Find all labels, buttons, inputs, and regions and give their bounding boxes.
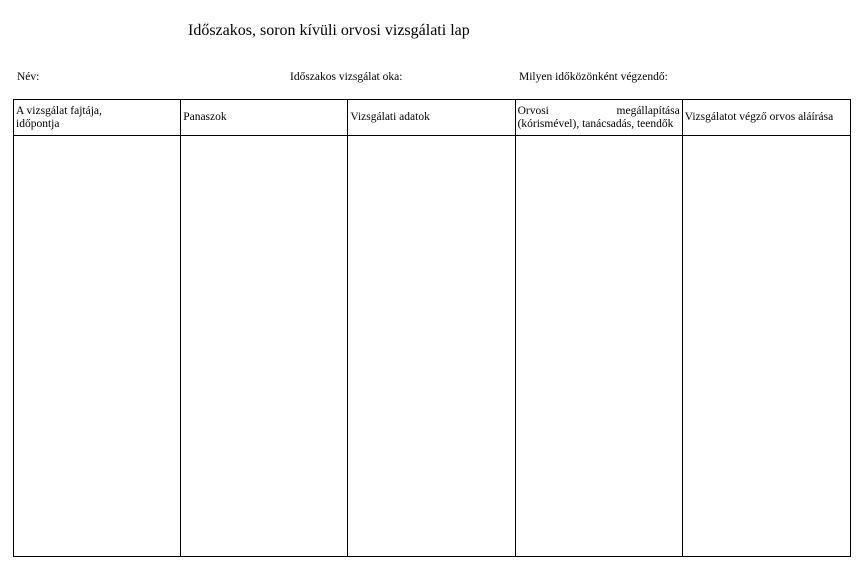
cell-exam-type[interactable] [14,136,181,557]
cell-exam-data[interactable] [348,136,515,557]
exam-record-table [13,99,851,557]
header-complaints: Panaszok [181,100,348,136]
header-exam-data: Vizsgálati adatok [348,100,515,136]
cell-findings[interactable] [515,136,682,557]
header-exam-type-line2: időpontja [16,117,60,130]
cell-signature[interactable] [682,136,850,557]
header-signature: Vizsgálatot végző orvos aláírása [682,100,850,136]
name-field-label: Név: [17,71,40,83]
cell-complaints[interactable] [181,136,348,557]
interval-field-label: Milyen időközönként végzendő: [519,71,668,83]
table-header-row [14,100,851,136]
header-exam-type-line1: A vizsgálat fajtája, [16,104,102,117]
header-findings-line1: Orvosi megállapítása [517,104,680,117]
page-title: Időszakos, soron kívüli orvosi vizsgálati lap [188,22,470,39]
header-exam-type [14,100,181,136]
header-findings-line2: (kórismével), tanácsadás, teendők [517,117,674,130]
table-row [14,136,851,557]
header-findings [515,100,682,136]
reason-field-label: Időszakos vizsgálat oka: [290,71,403,83]
